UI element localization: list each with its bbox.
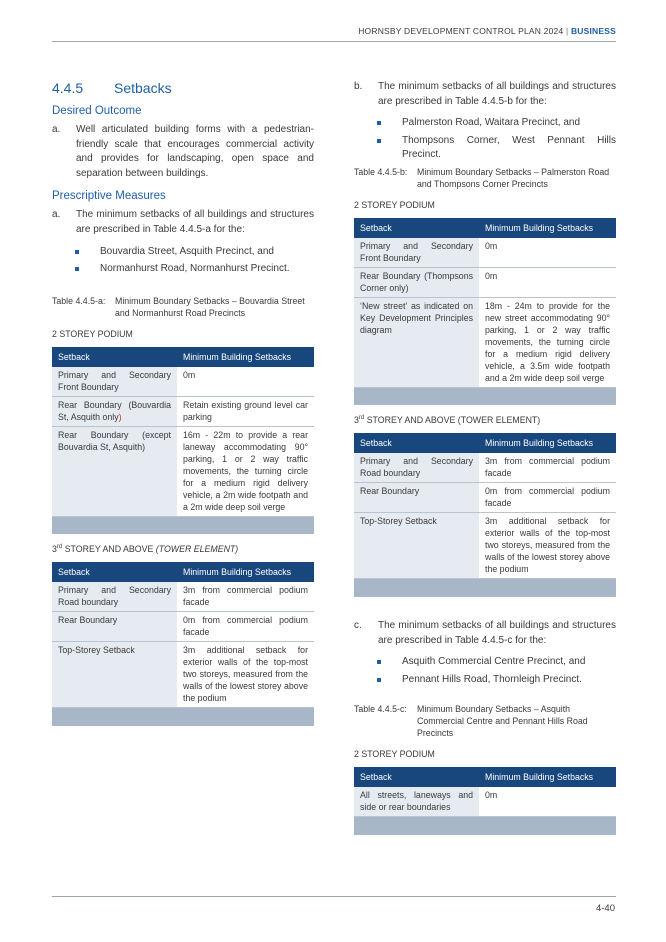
table-footer-bar — [52, 516, 314, 534]
desired-outcome-item — [52, 123, 314, 181]
table-a-caption — [52, 295, 314, 319]
table-row — [354, 267, 616, 297]
setback-cell: Top-Storey Setback — [354, 513, 479, 579]
list-item: Pennant Hills Road, Thornleigh Precinct. — [377, 673, 616, 688]
table-row — [52, 396, 314, 426]
bullet-icon — [377, 660, 381, 664]
value-cell: 0m — [479, 267, 616, 297]
value-cell: 16m - 22m to provide a rear laneway accommodating 90° parking, 1 or 2 way traffic movements, the turning circle for a medium rigid delivery vehicle, a 2m wide footpath and a 2m wide deep soil verge — [177, 426, 314, 516]
bullet-list-b — [354, 116, 616, 163]
setback-cell: Rear Boundary (Thompsons Corner only) — [354, 267, 479, 297]
table-row — [354, 453, 616, 483]
header-separator: | — [565, 26, 569, 36]
item-marker: b. — [354, 81, 363, 92]
red-paren: ) — [118, 411, 122, 422]
value-cell: 0m — [177, 367, 314, 397]
item-marker: a. — [52, 124, 61, 135]
table-label: Table 4.4.5-a: — [52, 295, 106, 306]
table-footer-bar — [354, 579, 616, 597]
value-cell: 0m from commercial podium facade — [479, 483, 616, 513]
column-header: Minimum Building Setbacks — [177, 347, 314, 367]
header-rule — [52, 41, 616, 42]
bullet-list-a — [52, 245, 314, 277]
bullet-icon — [377, 121, 381, 125]
column-header: Setback — [354, 767, 479, 787]
column-header: Setback — [52, 347, 177, 367]
setback-cell: Rear Boundary (Bouvardia St, Asquith only) — [52, 396, 177, 426]
table-b-tower — [354, 433, 616, 597]
setback-cell: ‘New street’ as indicated on Key Development Principles diagram — [354, 297, 479, 387]
table-row — [354, 513, 616, 579]
table-caption-text: Minimum Boundary Setbacks – Asquith Commercial Centre and Pennant Hills Road Precincts — [417, 704, 588, 739]
value-cell: 3m additional setback for exterior walls of the top-most two storeys, measured from the walls of the lowest storey above the podium — [177, 642, 314, 708]
prescriptive-item-b — [354, 80, 616, 109]
value-cell: 3m from commercial podium facade — [479, 453, 616, 483]
table-row — [52, 642, 314, 708]
footer-rule — [52, 896, 616, 897]
value-cell: 3m additional setback for exterior walls of the top-most two storeys, measured from the walls of the lowest storey above the podium — [479, 513, 616, 579]
value-cell: Retain existing ground level car parking — [177, 396, 314, 426]
prescriptive-heading: Prescriptive Measures — [52, 190, 166, 203]
page-number: 4-40 — [595, 903, 615, 914]
prescriptive-item-a — [52, 208, 314, 237]
setback-cell: Rear Boundary — [354, 483, 479, 513]
table-header-row — [354, 433, 616, 453]
bullet-icon — [75, 267, 79, 271]
table-a-tower — [52, 562, 314, 726]
table-c-caption — [354, 703, 616, 739]
item-marker: a. — [52, 209, 61, 221]
table-row — [52, 367, 314, 397]
setback-cell: Top-Storey Setback — [52, 642, 177, 708]
table-header-row — [354, 218, 616, 238]
list-item: Palmerston Road, Waitara Precinct, and — [377, 116, 616, 131]
table-row — [354, 297, 616, 387]
column-header: Minimum Building Setbacks — [479, 767, 616, 787]
table-b-caption — [354, 166, 616, 190]
table-a-podium-heading: 2 STOREY PODIUM — [52, 328, 133, 339]
table-footer-bar — [52, 708, 314, 726]
section-title — [52, 80, 314, 96]
table-row — [52, 582, 314, 612]
table-row — [354, 787, 616, 817]
table-row — [354, 238, 616, 268]
table-caption-text: Minimum Boundary Setbacks – Bouvardia Street and Normanhurst Road Precincts — [115, 295, 305, 318]
item-text: Well articulated building forms with a pedestrian-friendly scale that encourages commercial activity and provides for landscaping, open space and separation between buildings. — [76, 124, 314, 179]
table-caption-text: Minimum Boundary Setbacks – Palmerston Road and Thompsons Corner Precincts — [417, 166, 610, 189]
table-a-podium — [52, 347, 314, 535]
table-header-row — [52, 347, 314, 367]
table-row — [52, 612, 314, 642]
item-text: The minimum setbacks of all buildings and structures are prescribed in Table 4.4.5-a for the: — [76, 209, 314, 235]
column-header: Setback — [52, 562, 177, 582]
table-c-podium — [354, 767, 616, 835]
table-label: Table 4.4.5-b: — [354, 166, 408, 177]
value-cell: 0m from commercial podium facade — [177, 612, 314, 642]
right-column — [354, 80, 616, 835]
value-cell: 3m from commercial podium facade — [177, 582, 314, 612]
table-row — [354, 483, 616, 513]
table-footer-bar — [354, 817, 616, 835]
setback-cell: All streets, laneways and side or rear boundaries — [354, 787, 479, 817]
header-plan-title: HORNSBY DEVELOPMENT CONTROL PLAN 2024 — [358, 26, 564, 36]
list-item: Bouvardia Street, Asquith Precinct, and — [75, 245, 314, 260]
table-footer-bar — [354, 387, 616, 405]
column-header: Minimum Building Setbacks — [479, 218, 616, 238]
bullet-icon — [75, 250, 79, 254]
section-name: Setbacks — [114, 80, 172, 96]
list-item: Asquith Commercial Centre Precinct, and — [377, 655, 616, 670]
column-header: Minimum Building Setbacks — [177, 562, 314, 582]
column-header: Minimum Building Setbacks — [479, 433, 616, 453]
setback-cell: Rear Boundary (except Bouvardia St, Asquith) — [52, 426, 177, 516]
table-c-podium-heading: 2 STOREY PODIUM — [354, 749, 435, 760]
bullet-icon — [377, 139, 381, 143]
value-cell: 18m - 24m to provide for the new street accommodating 90° parking, 1 or 2 way traffic movements, the turning circle for a medium rigid delivery vehicle, a 3.5m wide footpath and a 2m wide deep soil verge — [479, 297, 616, 387]
table-b-tower-heading: 3rd STOREY AND ABOVE (TOWER ELEMENT) — [354, 415, 541, 426]
item-marker: c. — [354, 619, 362, 631]
list-item: Normanhurst Road, Normanhurst Precinct. — [75, 262, 314, 277]
column-header: Setback — [354, 433, 479, 453]
setback-cell: Rear Boundary — [52, 612, 177, 642]
setback-cell: Primary and Secondary Front Boundary — [354, 238, 479, 268]
left-column — [52, 78, 314, 726]
table-b-podium — [354, 218, 616, 406]
value-cell: 0m — [479, 787, 616, 817]
setback-cell: Primary and Secondary Road boundary — [354, 453, 479, 483]
value-cell: 0m — [479, 238, 616, 268]
header-section: BUSINESS — [570, 26, 616, 36]
item-text: The minimum setbacks of all buildings and structures are prescribed in Table 4.4.5-b for the: — [378, 81, 616, 107]
item-text: The minimum setbacks of all buildings and structures are prescribed in Table 4.4.5-c for the: — [378, 619, 616, 646]
desired-outcome-heading: Desired Outcome — [52, 105, 142, 117]
table-label: Table 4.4.5-c: — [354, 704, 407, 715]
list-item: Thompsons Corner, West Pennant Hills Precinct. — [377, 134, 616, 163]
prescriptive-item-c — [354, 619, 616, 648]
setback-cell: Primary and Secondary Front Boundary — [52, 367, 177, 397]
page-header — [358, 26, 616, 36]
bullet-list-c — [354, 655, 616, 687]
table-a-tower-heading: 3rd STOREY AND ABOVE (TOWER ELEMENT) — [52, 544, 239, 555]
table-header-row — [354, 767, 616, 787]
bullet-icon — [377, 678, 381, 682]
table-header-row — [52, 562, 314, 582]
table-b-podium-heading: 2 STOREY PODIUM — [354, 199, 435, 210]
table-row — [52, 426, 314, 516]
setback-cell: Primary and Secondary Road boundary — [52, 582, 177, 612]
section-number: 4.4.5 — [52, 80, 84, 96]
column-header: Setback — [354, 218, 479, 238]
